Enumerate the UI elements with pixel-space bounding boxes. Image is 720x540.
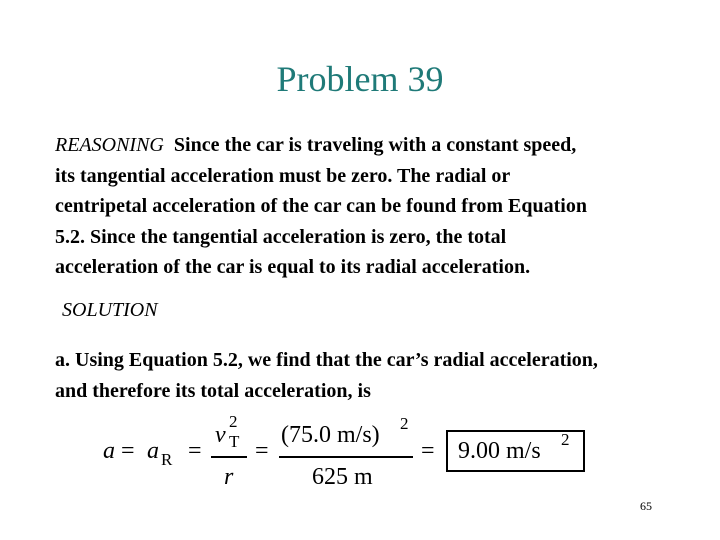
reasoning-label: REASONING bbox=[55, 134, 164, 156]
eq-equals-1: = bbox=[121, 438, 135, 464]
eq-numerator-superscript: 2 bbox=[400, 414, 409, 433]
eq-fraction-bar-2 bbox=[279, 456, 413, 458]
eq-equals-3: = bbox=[255, 438, 269, 464]
eq-a: a bbox=[103, 438, 115, 464]
eq-vT-subscript: T bbox=[229, 432, 240, 451]
reasoning-line-1 bbox=[55, 130, 715, 161]
eq-r: r bbox=[224, 464, 234, 490]
eq-result: 9.00 m/s bbox=[458, 438, 541, 464]
reasoning-line-3: centripetal acceleration of the car can be found from Equation bbox=[55, 195, 587, 217]
part-a-line-2: and therefore its total acceleration, is bbox=[55, 379, 371, 402]
eq-fraction-bar-1 bbox=[211, 456, 247, 458]
acceleration-equation bbox=[103, 412, 603, 497]
reasoning-paragraph bbox=[55, 130, 715, 283]
eq-aR-subscript: R bbox=[161, 450, 173, 469]
reasoning-line-4: 5.2. Since the tangential acceleration is zero, the total bbox=[55, 225, 507, 248]
eq-equals-2: = bbox=[188, 438, 202, 464]
part-a-line-1: a. Using Equation 5.2, we find that the car’s radial acceleration, bbox=[55, 349, 598, 371]
part-a-paragraph bbox=[55, 345, 715, 406]
reasoning-line-1-text: Since the car is traveling with a constant speed, bbox=[173, 134, 577, 156]
eq-result-superscript: 2 bbox=[561, 430, 570, 449]
eq-denominator: 625 m bbox=[312, 464, 373, 490]
page-number: 65 bbox=[640, 499, 652, 513]
reasoning-line-2: its tangential acceleration must be zero. The radial or bbox=[55, 164, 511, 187]
eq-equals-4: = bbox=[421, 438, 435, 464]
eq-vT: v bbox=[215, 422, 226, 448]
slide-title: Problem 39 bbox=[276, 59, 444, 99]
solution-label: SOLUTION bbox=[62, 299, 158, 321]
eq-vT-superscript: 2 bbox=[229, 412, 238, 431]
eq-numerator: (75.0 m/s) bbox=[281, 422, 380, 448]
eq-aR: a bbox=[147, 438, 159, 464]
reasoning-line-5: acceleration of the car is equal to its radial acceleration. bbox=[55, 256, 531, 278]
